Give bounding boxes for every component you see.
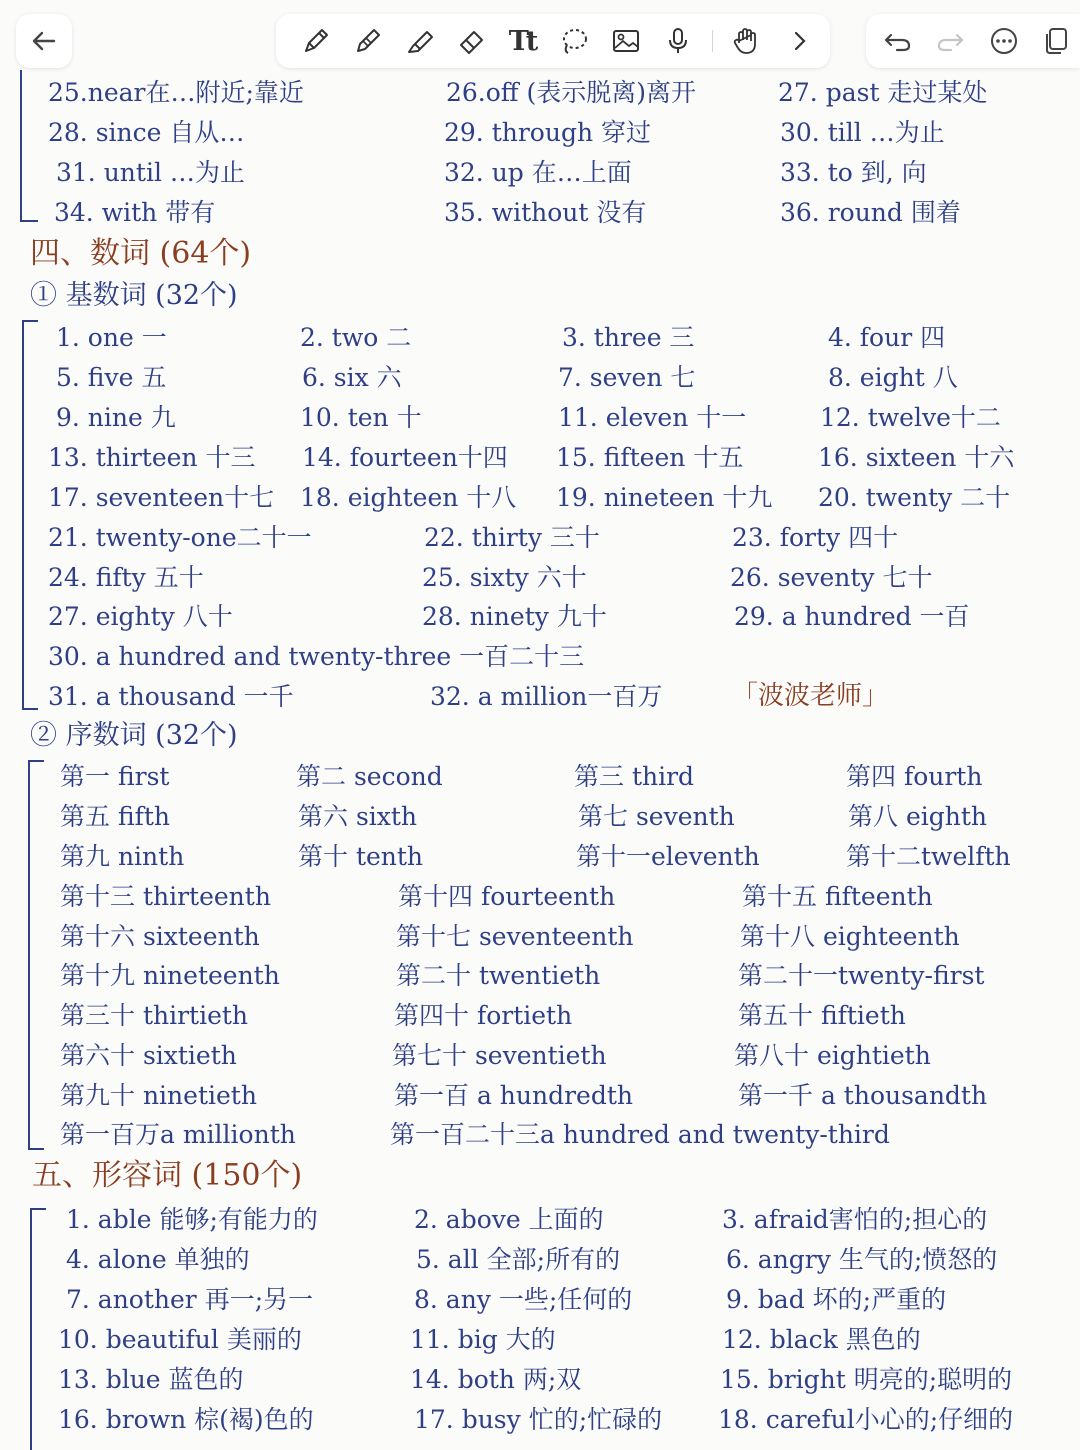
list-item: 27. past 走过某处 [778, 78, 988, 107]
list-item: 4. alone 单独的 [66, 1245, 250, 1274]
list-item: 16. brown 棕(褐)色的 [58, 1405, 314, 1434]
list-item: 35. without 没有 [444, 198, 647, 227]
list-item: 9. bad 坏的;严重的 [726, 1285, 947, 1314]
list-item: 27. eighty 八十 [48, 602, 233, 631]
text-tool[interactable] [502, 22, 542, 60]
list-item: 18. careful小心的;仔细的 [718, 1405, 1014, 1434]
list-item: 第二 second [296, 762, 443, 791]
redo-icon [934, 25, 966, 57]
list-item: 第十九 nineteenth [60, 961, 280, 990]
list-item: 25. sixty 六十 [422, 563, 587, 592]
list-item: 7. another 再一;另一 [66, 1285, 314, 1314]
ordinal-heading: ② 序数词 (32个) [30, 720, 238, 751]
chevron-right-icon [784, 25, 816, 57]
highlighter-icon [404, 25, 436, 57]
list-item: 14. both 两;双 [410, 1365, 582, 1394]
list-item: 第七 seventh [578, 802, 735, 831]
tool-palette [276, 14, 830, 68]
list-item: 第十二twelfth [846, 842, 1011, 871]
list-item: 第三十 thirtieth [60, 1001, 249, 1030]
list-item: 32. up 在…上面 [444, 158, 632, 187]
lasso-tool[interactable] [554, 22, 594, 60]
undo-button[interactable] [878, 22, 918, 60]
list-item: 第十六 sixteenth [60, 922, 260, 951]
microphone-icon [662, 25, 694, 57]
list-item: 第十三 thirteenth [60, 882, 271, 911]
list-item: 第二十 twentieth [396, 961, 601, 990]
list-item: 第十 tenth [298, 842, 424, 871]
text-tool-icon: Tt [508, 25, 536, 57]
list-item: 9. nine 九 [56, 403, 176, 432]
list-item: 第四 fourth [846, 762, 983, 791]
list-item: 31. a thousand 一千 [48, 682, 294, 711]
list-item: 7. seven 七 [558, 363, 696, 392]
list-item: 第六十 sixtieth [60, 1041, 237, 1070]
list-item: 23. forty 四十 [732, 523, 899, 552]
list-item: 11. big 大的 [410, 1325, 556, 1354]
signature: 「波波老师」 [732, 681, 889, 711]
list-item: 34. with 带有 [54, 198, 216, 227]
list-item: 1. able 能够;有能力的 [66, 1205, 318, 1234]
list-item: 28. ninety 九十 [422, 602, 607, 631]
list-item: 第九十 ninetieth [60, 1081, 257, 1110]
bracket [28, 760, 44, 1150]
toolbar-divider [712, 30, 713, 52]
action-group [866, 14, 1080, 68]
list-item: 6. angry 生气的;愤怒的 [726, 1245, 998, 1274]
list-item: 25.near在…附近;靠近 [48, 78, 304, 107]
list-item: 5. all 全部;所有的 [416, 1245, 621, 1274]
list-item: 第三 third [574, 762, 695, 791]
section-heading-adjectives: 五、形容词 (150个) [32, 1158, 303, 1193]
list-item: 第二十一twenty-first [738, 961, 985, 990]
list-item: 第五十 fiftieth [738, 1001, 906, 1030]
list-item: 18. eighteen 十八 [300, 483, 517, 512]
list-item: 3. three 三 [562, 323, 695, 352]
cardinal-heading: ① 基数词 (32个) [30, 280, 238, 311]
list-item: 28. since 自从… [48, 118, 245, 147]
list-item: 33. to 到, 向 [780, 158, 927, 187]
list-item: 第四十 fortieth [394, 1001, 573, 1030]
list-item: 2. two 二 [300, 323, 412, 352]
list-item: 30. till …为止 [780, 118, 945, 147]
list-item: 22. thirty 三十 [424, 523, 600, 552]
list-item: 3. afraid害怕的;担心的 [722, 1205, 988, 1234]
back-arrow-icon [30, 27, 58, 55]
pages-icon [1040, 25, 1072, 57]
section-heading-numerals: 四、数词 (64个) [30, 236, 252, 271]
pages-button[interactable] [1036, 22, 1076, 60]
list-item: 29. a hundred 一百 [734, 602, 970, 631]
list-item: 8. eight 八 [828, 363, 958, 392]
list-item: 5. five 五 [56, 363, 167, 392]
list-item: 第一 first [60, 762, 170, 791]
list-item: 第十七 seventeenth [396, 922, 634, 951]
list-item: 19. nineteen 十九 [556, 483, 773, 512]
list-item: 第一百二十三a hundred and twenty-third [390, 1120, 890, 1149]
list-item: 第五 fifth [60, 802, 171, 831]
list-item: 30. a hundred and twenty-three 一百二十三 [48, 642, 585, 671]
audio-tool[interactable] [658, 22, 698, 60]
lasso-icon [558, 25, 590, 57]
list-item: 20. twenty 二十 [818, 483, 1011, 512]
image-tool[interactable] [606, 22, 646, 60]
list-item: 13. thirteen 十三 [48, 443, 256, 472]
list-item: 第一千 a thousandth [738, 1081, 988, 1110]
toolbar [0, 0, 1080, 80]
list-item: 第九 ninth [60, 842, 185, 871]
list-item: 8. any 一些;任何的 [414, 1285, 633, 1314]
list-item: 10. beautiful 美丽的 [58, 1325, 302, 1354]
list-item: 第十一eleventh [576, 842, 760, 871]
list-item: 第十八 eighteenth [740, 922, 960, 951]
list-item: 11. eleven 十一 [558, 403, 747, 432]
list-item: 10. ten 十 [300, 403, 422, 432]
redo-button[interactable] [930, 22, 970, 60]
list-item: 24. fifty 五十 [48, 563, 204, 592]
list-item: 14. fourteen十四 [302, 443, 508, 472]
eraser-icon [456, 25, 488, 57]
list-item: 29. through 穿过 [444, 118, 652, 147]
list-item: 第八十 eightieth [734, 1041, 931, 1070]
more-tools-button[interactable] [780, 22, 820, 60]
list-item: 32. a million一百万 [430, 682, 663, 711]
list-item: 21. twenty-one二十一 [48, 523, 312, 552]
pen-tool[interactable] [296, 22, 336, 60]
list-item: 第十五 fifteenth [742, 882, 933, 911]
list-item: 31. until …为止 [56, 158, 245, 187]
list-item: 6. six 六 [302, 363, 402, 392]
list-item: 12. twelve十二 [820, 403, 1001, 432]
list-item: 第一百 a hundredth [394, 1081, 634, 1110]
hand-icon [730, 25, 762, 57]
list-item: 16. sixteen 十六 [818, 443, 1015, 472]
list-item: 4. four 四 [828, 323, 946, 352]
list-item: 第七十 seventieth [392, 1041, 607, 1070]
hand-tool[interactable] [726, 22, 766, 60]
list-item: 26.off (表示脱离)离开 [446, 78, 697, 107]
more-button[interactable] [984, 22, 1024, 60]
list-item: 第六 sixth [298, 802, 418, 831]
list-item: 2. above 上面的 [414, 1205, 604, 1234]
list-item: 17. seventeen十七 [48, 483, 275, 512]
list-item: 第一百万a millionth [60, 1120, 296, 1149]
list-item: 17. busy 忙的;忙碌的 [414, 1405, 663, 1434]
undo-icon [882, 25, 914, 57]
image-icon [610, 25, 642, 57]
bracket [30, 1208, 46, 1450]
list-item: 第十四 fourteenth [398, 882, 616, 911]
list-item: 15. fifteen 十五 [556, 443, 744, 472]
list-item: 13. blue 蓝色的 [58, 1365, 244, 1394]
list-item: 26. seventy 七十 [730, 563, 933, 592]
pencil-tool[interactable] [348, 22, 388, 60]
eraser-tool[interactable] [452, 22, 492, 60]
bracket [22, 320, 38, 710]
pencil-icon [352, 25, 384, 57]
list-item: 12. black 黑色的 [722, 1325, 921, 1354]
bracket [20, 70, 38, 222]
list-item: 36. round 围着 [780, 198, 961, 227]
list-item: 第八 eighth [848, 802, 987, 831]
pen-icon [300, 25, 332, 57]
more-icon [988, 25, 1020, 57]
highlighter-tool[interactable] [400, 22, 440, 60]
list-item: 15. bright 明亮的;聪明的 [720, 1365, 1013, 1394]
back-button[interactable] [16, 14, 72, 68]
list-item: 1. one 一 [56, 323, 167, 352]
